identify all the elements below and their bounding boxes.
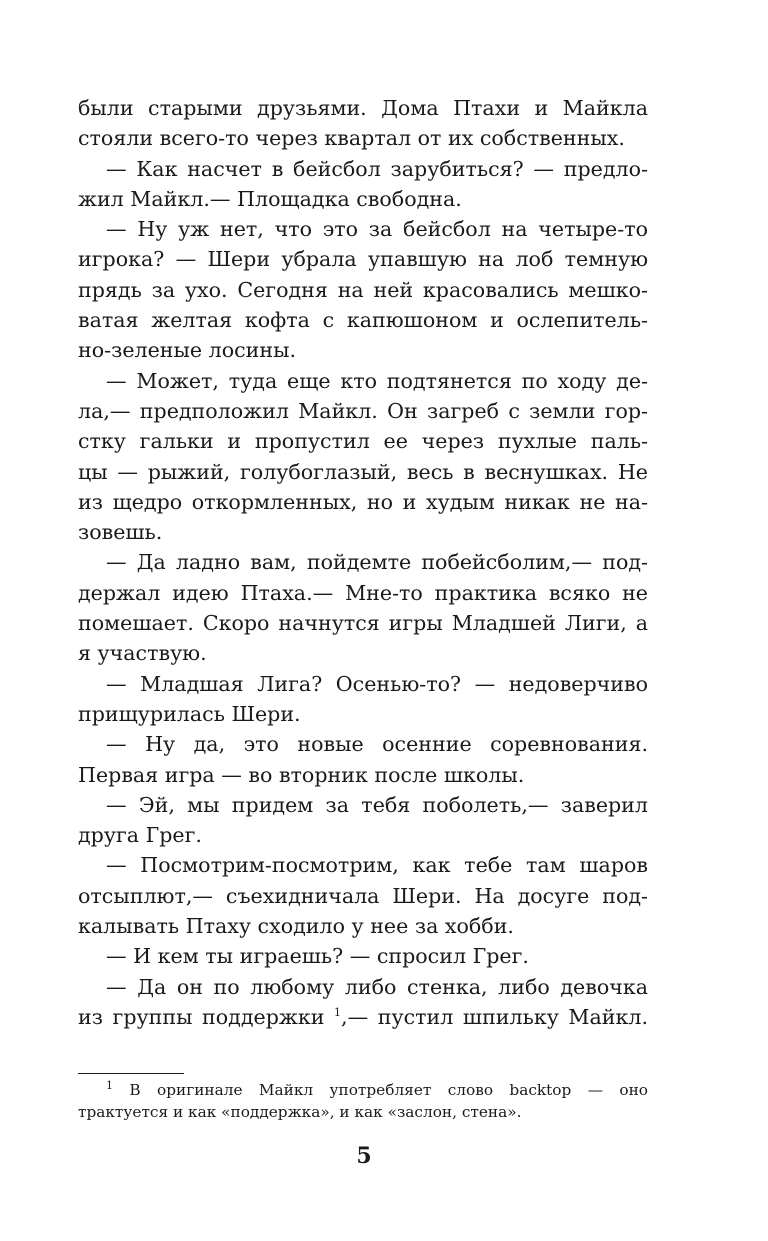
footnote-line: трактуется и как «поддержка», и как «заслон, стена». (78, 1103, 522, 1121)
book-page-text (78, 93, 648, 1032)
text-fragment: из группы поддержки (78, 1004, 335, 1029)
text-line: прядь за ухо. Сегодня на ней красовались мешко- (78, 277, 648, 302)
text-line: зовешь. (78, 520, 163, 545)
text-line: ватая желтая кофта с капюшоном и ослепитель- (78, 308, 648, 333)
text-line: были старыми друзьями. Дома Птахи и Майкла (78, 96, 648, 120)
footnote-text: В оригинале Майкл употребляет слово backtop — оно (113, 1081, 648, 1099)
text-line: помешает. Скоро начнутся игры Младшей Лиги, а (78, 611, 648, 636)
text-line-with-footnote-ref (78, 1002, 648, 1032)
footnote-line (78, 1079, 648, 1101)
text-line: жил Майкл.— Площадка свободна. (78, 186, 462, 211)
text-line: — Ну уж нет, что это за бейсбол на четыре-то (106, 217, 648, 242)
text-line: — Да он по любому либо стенка, либо девочка (106, 974, 648, 999)
text-line: игрока? — Шери убрала упавшую на лоб темную (78, 247, 648, 272)
text-line: стояли всего-то через квартал от их собственных. (78, 126, 625, 151)
text-line: — Да ладно вам, пойдемте побейсболим,— под- (106, 550, 648, 575)
text-line: — И кем ты играешь? — спросил Грег. (106, 944, 529, 969)
text-line: Первая игра — во вторник после школы. (78, 762, 525, 787)
text-line: отсыплют,— съехидничала Шери. На досуге под- (78, 883, 648, 908)
text-line: прищурилась Шери. (78, 701, 301, 726)
text-line: — Может, туда еще кто подтянется по ходу де- (106, 368, 648, 393)
text-line: — Ну да, это новые осенние соревнования. (106, 732, 648, 757)
text-line: друга Грег. (78, 823, 202, 848)
page-number: 5 (356, 1143, 372, 1169)
text-line: — Эй, мы придем за тебя поболеть,— заверил (106, 792, 648, 817)
text-fragment: ,— пустил шпильку Майкл. (341, 1004, 648, 1029)
footnote-divider (78, 1073, 184, 1074)
text-line: — Посмотрим-посмотрим, как тебе там шаров (106, 853, 648, 878)
text-line: — Младшая Лига? Осенью-то? — недоверчиво (106, 671, 648, 696)
text-line: калывать Птаху сходило у нее за хобби. (78, 914, 514, 939)
text-line: — Как насчет в бейсбол зарубиться? — предло- (106, 156, 648, 181)
text-line: из щедро откормленных, но и худым никак не на- (78, 489, 648, 514)
footnote-reference[interactable]: 1 (334, 1006, 342, 1020)
text-line: но-зеленые лосины. (78, 338, 297, 363)
text-line: держал идею Птаха.— Мне-то практика всяко не (78, 580, 648, 605)
text-line: ла,— предположил Майкл. Он загреб с земли гор- (78, 398, 648, 423)
footnote-marker: 1 (106, 1079, 113, 1092)
text-line: цы — рыжий, голубоглазый, весь в веснушках. Не (78, 459, 648, 484)
text-line: стку гальки и пропустил ее через пухлые паль- (78, 429, 648, 454)
footnote (78, 1079, 648, 1123)
text-line: я участвую. (78, 641, 207, 666)
